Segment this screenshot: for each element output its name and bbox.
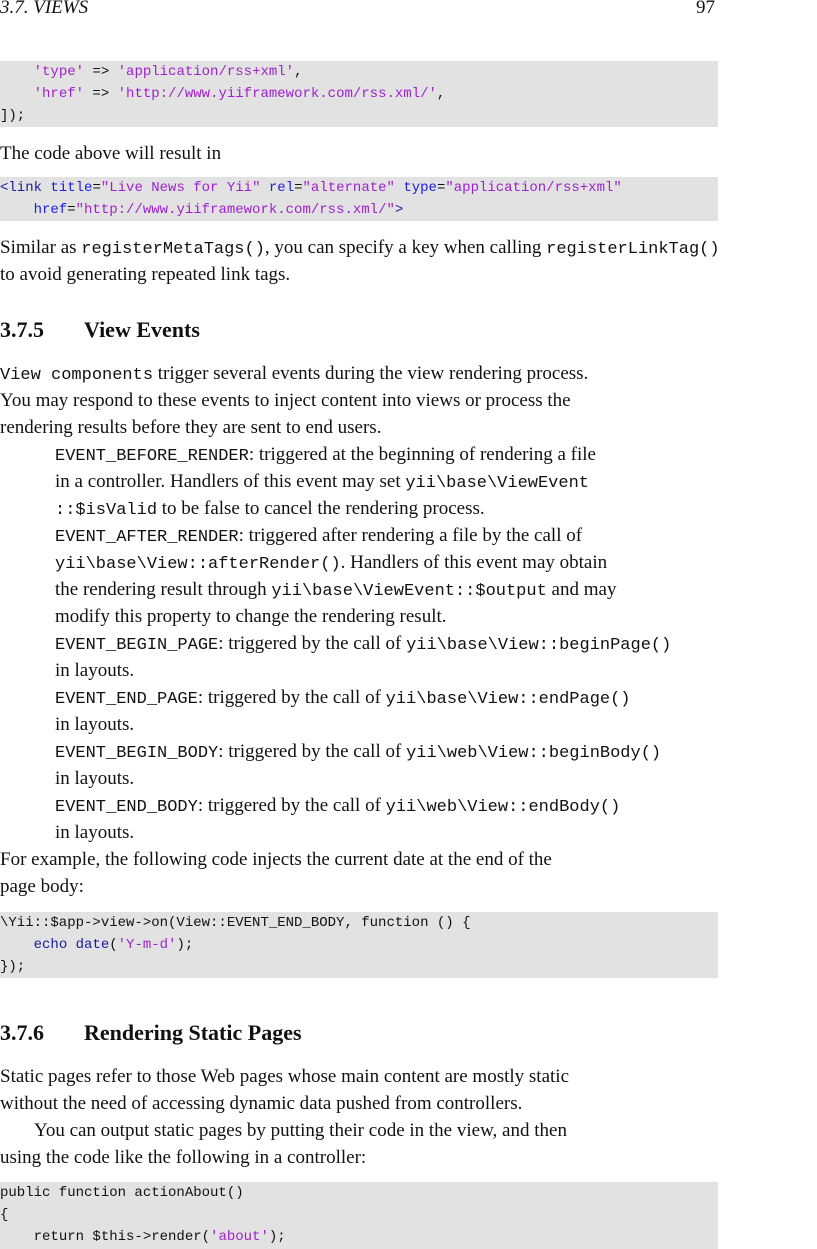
inline-code: yii\base\ViewEvent::$output bbox=[271, 582, 547, 601]
text: : triggered by the call of bbox=[218, 633, 407, 654]
event-line bbox=[55, 495, 485, 524]
code-punct: ); bbox=[268, 1229, 286, 1245]
paragraph-line: You may respond to these events to inject content into views or process the bbox=[0, 390, 571, 411]
html-value: "alternate" bbox=[302, 180, 395, 196]
paragraph-line bbox=[0, 360, 588, 389]
code-line: \Yii::$app->view->on(View::EVENT_END_BODY, function () { bbox=[0, 915, 471, 931]
section-title: View Events bbox=[84, 317, 200, 342]
paragraph-line: page body: bbox=[0, 876, 84, 897]
inline-code: yii\web\View::beginBody() bbox=[406, 744, 662, 763]
event-line: in layouts. bbox=[55, 768, 135, 789]
paragraph-line: without the need of accessing dynamic data pushed from controllers. bbox=[0, 1093, 523, 1114]
code-string: 'http://www.yiiframework.com/rss.xml/' bbox=[117, 86, 437, 102]
code-punct: , bbox=[294, 64, 303, 80]
event-line: in layouts. bbox=[55, 660, 135, 681]
section-heading-static-pages bbox=[0, 1020, 302, 1046]
code-line: public function actionAbout() bbox=[0, 1185, 244, 1201]
paragraph-line: You can output static pages by putting their code in the view, and then bbox=[34, 1120, 567, 1141]
text: : triggered by the call of bbox=[197, 687, 386, 708]
paragraph-code-result: The code above will result in bbox=[0, 143, 222, 164]
code-block-action-about bbox=[0, 1182, 718, 1249]
section-number: 3.7.6 bbox=[0, 1020, 44, 1045]
event-name: EVENT_BEGIN_BODY bbox=[55, 744, 219, 763]
html-attr: type bbox=[403, 180, 437, 196]
event-line bbox=[55, 576, 616, 605]
event-item-before-render bbox=[55, 441, 596, 470]
event-name: EVENT_END_PAGE bbox=[55, 690, 198, 709]
event-item-begin-body bbox=[55, 738, 661, 767]
section-heading-view-events bbox=[0, 317, 200, 343]
html-attr: rel bbox=[268, 180, 295, 196]
inline-code: yii\base\View::endPage() bbox=[385, 690, 631, 709]
text: in a controller. Handlers of this event may set bbox=[55, 471, 406, 492]
html-attr: title bbox=[50, 180, 93, 196]
inline-code: yii\base\View::beginPage() bbox=[406, 636, 672, 655]
event-name: EVENT_BEFORE_RENDER bbox=[55, 447, 249, 466]
event-item-after-render bbox=[55, 522, 582, 551]
code-string: 'href' bbox=[33, 86, 85, 102]
text: Similar as bbox=[0, 237, 82, 258]
code-keyword: echo bbox=[33, 937, 68, 953]
code-line: ]); bbox=[0, 108, 26, 124]
page-number: 97 bbox=[696, 0, 715, 18]
code-string: 'Y-m-d' bbox=[117, 937, 177, 953]
text: trigger several events during the view rendering process. bbox=[153, 363, 589, 384]
event-item-end-page bbox=[55, 684, 631, 713]
html-value: "http://www.yiiframework.com/rss.xml/" bbox=[75, 202, 395, 218]
text: the rendering result through bbox=[55, 579, 272, 600]
html-attr: href bbox=[33, 202, 68, 218]
html-value: "Live News for Yii" bbox=[100, 180, 261, 196]
inline-code: yii\base\ViewEvent bbox=[405, 474, 589, 493]
code-function: date bbox=[75, 937, 110, 953]
html-tag: <link bbox=[0, 180, 43, 196]
event-line: modify this property to change the rendering result. bbox=[55, 606, 447, 627]
event-name: EVENT_AFTER_RENDER bbox=[55, 528, 239, 547]
inline-code: ::$isValid bbox=[55, 501, 158, 520]
code-block-end-body bbox=[0, 912, 718, 978]
paragraph-register-link bbox=[0, 234, 720, 263]
code-punct: ); bbox=[176, 937, 194, 953]
code-line: }); bbox=[0, 959, 26, 975]
inline-code: yii\web\View::endBody() bbox=[385, 798, 621, 817]
code-punct: , bbox=[436, 86, 446, 102]
code-string: 'type' bbox=[33, 64, 85, 80]
event-name: EVENT_END_BODY bbox=[55, 798, 198, 817]
text: : triggered by the call of bbox=[197, 795, 386, 816]
text: . Handlers of this event may obtain bbox=[340, 552, 608, 573]
section-title: Rendering Static Pages bbox=[84, 1020, 302, 1045]
inline-code: registerLinkTag() bbox=[546, 240, 720, 259]
inline-code: registerMetaTags() bbox=[81, 240, 265, 259]
code-string: 'application/rss+xml' bbox=[117, 64, 295, 80]
event-line: in layouts. bbox=[55, 822, 135, 843]
text: : triggered by the call of bbox=[218, 741, 407, 762]
html-tag-close: > bbox=[394, 202, 404, 218]
code-block-rss-array bbox=[0, 61, 718, 127]
code-punct: ( bbox=[109, 937, 118, 953]
inline-code: yii\base\View::afterRender() bbox=[55, 555, 341, 574]
paragraph-line: rendering results before they are sent to end users. bbox=[0, 417, 382, 438]
text: to be false to cancel the rendering process. bbox=[157, 498, 485, 519]
text: and may bbox=[546, 579, 617, 600]
paragraph-line: to avoid generating repeated link tags. bbox=[0, 264, 291, 285]
code-string: 'about' bbox=[210, 1229, 269, 1245]
event-line bbox=[55, 549, 607, 578]
event-name: EVENT_BEGIN_PAGE bbox=[55, 636, 219, 655]
event-line: in layouts. bbox=[55, 714, 135, 735]
code-operator: => bbox=[84, 86, 118, 102]
text: : triggered after rendering a file by the call of bbox=[238, 525, 583, 546]
event-item-end-body bbox=[55, 792, 620, 821]
code-line: { bbox=[0, 1207, 9, 1223]
paragraph-line: Static pages refer to those Web pages whose main content are mostly static bbox=[0, 1066, 570, 1087]
text: : triggered at the beginning of rendering a file bbox=[248, 444, 596, 465]
event-item-begin-page bbox=[55, 630, 671, 659]
code-text: return $this->render( bbox=[33, 1229, 211, 1245]
inline-code: View components bbox=[0, 366, 154, 385]
section-number: 3.7.5 bbox=[0, 317, 44, 342]
paragraph-line: using the code like the following in a controller: bbox=[0, 1147, 367, 1168]
html-value: "application/rss+xml" bbox=[445, 180, 622, 196]
text: , you can specify a key when calling bbox=[264, 237, 547, 258]
code-block-link-tag: <link title="Live News for Yii" rel="alternate" type="application/rss+xml" href="http://www.yiiframework.com/rss.xml/"> bbox=[0, 177, 718, 221]
code-operator: => bbox=[84, 64, 118, 80]
paragraph-line: For example, the following code injects the current date at the end of the bbox=[0, 849, 552, 870]
event-line bbox=[55, 468, 589, 497]
running-header-section: 3.7. VIEWS bbox=[0, 0, 89, 18]
